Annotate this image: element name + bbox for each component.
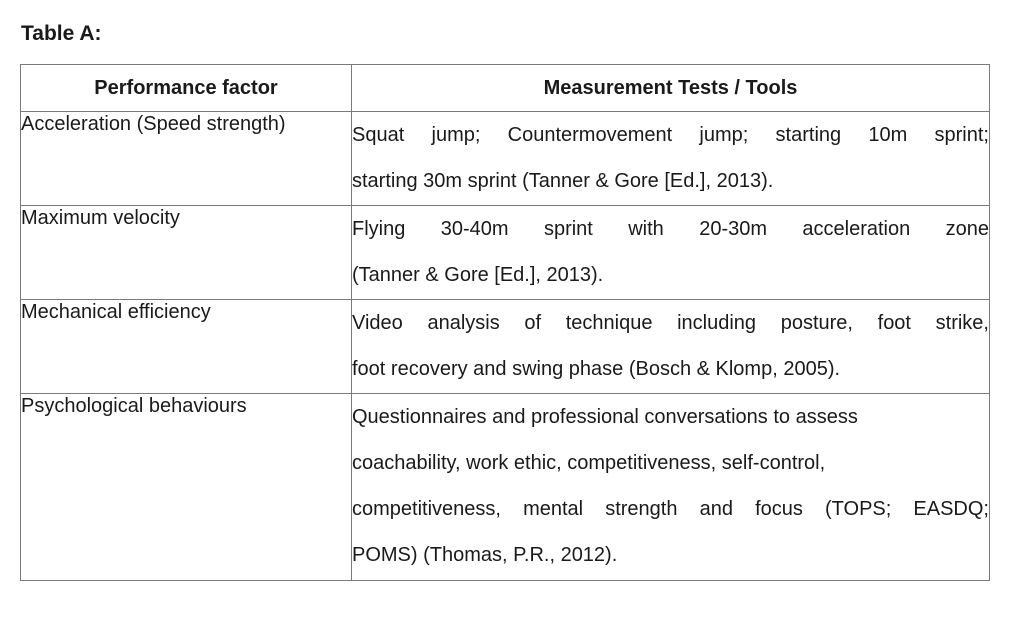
measurement-table bbox=[20, 64, 990, 581]
measurement-tools-cell bbox=[352, 394, 990, 581]
tools-text-line: (Tanner & Gore [Ed.], 2013). bbox=[352, 264, 604, 286]
performance-factor-cell: Psychological behaviours bbox=[21, 394, 352, 581]
measurement-tools-cell bbox=[352, 300, 990, 394]
tools-text-line: POMS) (Thomas, P.R., 2012). bbox=[352, 544, 618, 566]
table-row bbox=[21, 394, 990, 581]
performance-factor-cell: Mechanical efficiency bbox=[21, 300, 352, 394]
tools-text-line: Video analysis of technique including posture, foot strike, bbox=[352, 312, 989, 334]
table-row bbox=[21, 300, 990, 394]
measurement-tools-cell bbox=[352, 112, 990, 206]
tools-text-line: Squat jump; Countermovement jump; starting 10m sprint; bbox=[352, 124, 989, 146]
tools-text-line: coachability, work ethic, competitiveness, self-control, bbox=[352, 452, 826, 474]
column-header-measurement-tools: Measurement Tests / Tools bbox=[352, 65, 990, 112]
tools-text-line: starting 30m sprint (Tanner & Gore [Ed.], 2013). bbox=[352, 170, 774, 192]
tools-text-line: foot recovery and swing phase (Bosch & Klomp, 2005). bbox=[352, 358, 841, 380]
tools-text-line: Questionnaires and professional conversations to assess bbox=[352, 406, 858, 428]
table-caption: Table A: bbox=[21, 22, 102, 45]
table-row bbox=[21, 206, 990, 300]
performance-factor-cell: Acceleration (Speed strength) bbox=[21, 112, 352, 206]
table-header-row bbox=[21, 65, 990, 112]
performance-factor-cell: Maximum velocity bbox=[21, 206, 352, 300]
column-header-performance-factor: Performance factor bbox=[21, 65, 352, 112]
measurement-tools-cell bbox=[352, 206, 990, 300]
table-row bbox=[21, 112, 990, 206]
tools-text-line: Flying 30-40m sprint with 20-30m acceleration zone bbox=[352, 218, 989, 240]
tools-text-line: competitiveness, mental strength and focus (TOPS; EASDQ; bbox=[352, 498, 989, 520]
